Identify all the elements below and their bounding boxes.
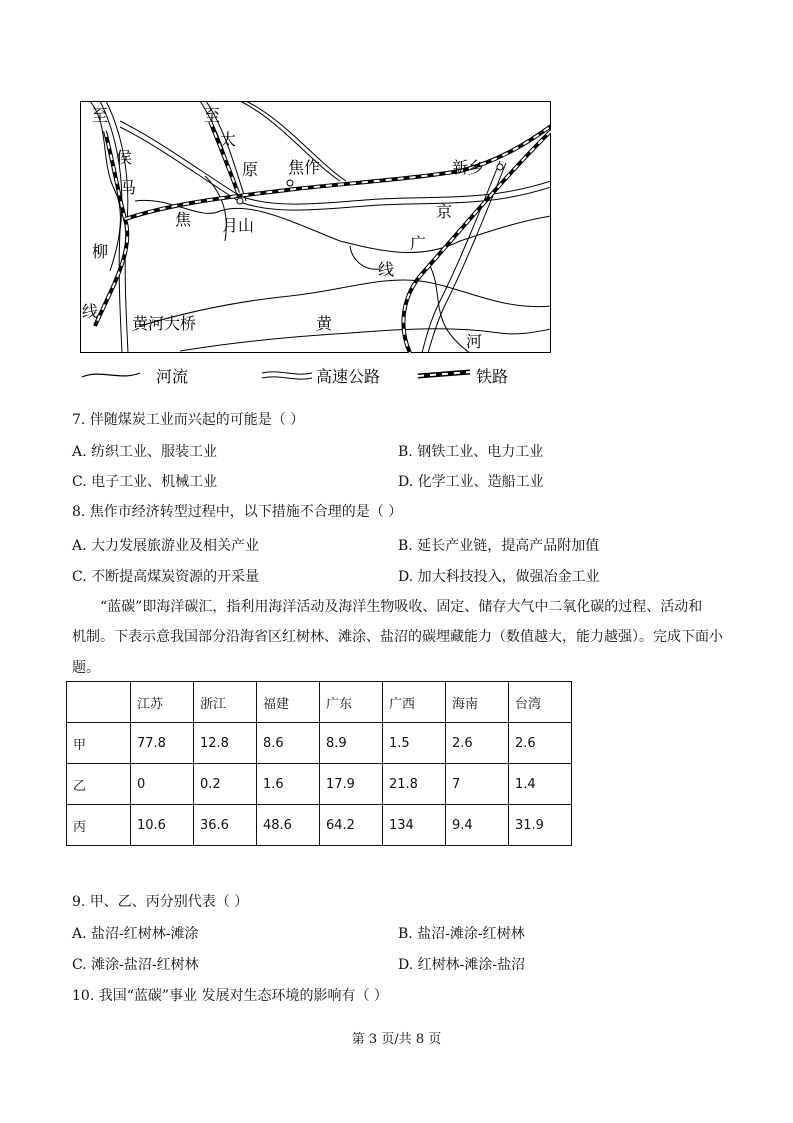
map-label: 京 [436,202,453,221]
map-label: 黄 [316,314,333,333]
q7-option-a[interactable]: A. 纺织工业、服装工业 [72,444,218,460]
map-label: 河 [466,332,483,351]
jiaozuo-map [80,101,551,353]
map-label: 线 [82,302,99,321]
city-dot-jiaozuo [287,180,293,186]
map-label: 黄河大桥 [132,314,197,333]
passage-line-1: “蓝碳”即海洋碳汇，指利用海洋活动及海洋生物吸收、固定、储存大气中二氧化碳的过程、活动和 [100,599,703,615]
q8-option-b[interactable]: B. 延长产业链，提高产品附加值 [398,538,600,554]
table-cell: 36.6 [194,805,257,846]
table-cell: 0.2 [194,764,257,805]
table-row-label: 丙 [67,805,131,846]
table-header-cell: 江苏 [131,682,194,723]
table-cell: 17.9 [320,764,383,805]
table-header-cell: 福建 [257,682,320,723]
table-cell: 1.6 [257,764,320,805]
map-label: 广 [410,234,427,253]
carbon-burial-table [66,681,572,846]
legend-highway: 高速公路 [316,367,381,386]
table-cell: 134 [383,805,446,846]
map-label: 柳 [92,242,109,261]
table-header-cell: 浙江 [194,682,257,723]
question-8-stem: 8. 焦作市经济转型过程中，以下措施不合理的是（ ） [72,504,403,520]
table-row-label: 甲 [67,723,131,764]
q7-option-d[interactable]: D. 化学工业、造船工业 [398,474,544,490]
table-cell [67,682,131,723]
q8-option-d[interactable]: D. 加大科技投入，做强冶金工业 [398,569,600,585]
table-cell: 48.6 [257,805,320,846]
table-cell: 8.9 [320,723,383,764]
table-header-cell: 广东 [320,682,383,723]
highway-symbol [262,372,312,374]
q8-option-a[interactable]: A. 大力发展旅游业及相关产业 [72,538,260,554]
table-cell: 31.9 [509,805,572,846]
city-dot-xinxiang [497,164,503,170]
q7-option-c[interactable]: C. 电子工业、机械工业 [72,474,218,490]
map-label: 焦 [175,210,192,229]
map-label: 线 [378,260,395,279]
table-cell: 10.6 [131,805,194,846]
q9-option-b[interactable]: B. 盐沼-滩涂-红树林 [398,926,525,942]
map-label: 太 [220,130,237,149]
page-footer: 第 3 页/共 8 页 [351,1032,442,1047]
table-cell: 12.8 [194,723,257,764]
table-header-cell: 广西 [383,682,446,723]
table-cell: 9.4 [446,805,509,846]
table-header-cell: 台湾 [509,682,572,723]
table-cell: 1.5 [383,723,446,764]
river-symbol [82,373,140,377]
table-row [67,723,572,764]
map-label: 原 [242,160,259,179]
question-9-stem: 9. 甲、乙、丙分别代表（ ） [72,894,249,910]
map-label: 至 [92,106,109,125]
q9-option-c[interactable]: C. 滩涂-盐沼-红树林 [72,957,199,973]
table-header-row [67,682,572,723]
map-label: 新乡 [452,158,485,177]
map-label: 月山 [222,216,255,235]
passage-line-3: 题。 [72,660,100,676]
table-cell: 1.4 [509,764,572,805]
table-cell: 8.6 [257,723,320,764]
legend-railway: 铁路 [476,367,509,386]
passage-line-2: 机制。下表示意我国部分沿海省区红树林、滩涂、盐沼的碳埋藏能力（数值越大，能力越强）。完成下面小 [72,629,723,645]
map-label: 焦作 [288,158,321,177]
table-cell: 21.8 [383,764,446,805]
table-cell: 2.6 [446,723,509,764]
table-cell: 7 [446,764,509,805]
table-cell: 64.2 [320,805,383,846]
legend-river: 河流 [156,367,189,386]
map-label: 至 [204,106,221,125]
table-cell: 77.8 [131,723,194,764]
table-cell: 2.6 [509,723,572,764]
question-7-stem: 7. 伴随煤炭工业而兴起的可能是（ ） [72,412,305,428]
q9-option-a[interactable]: A. 盐沼-红树林-滩涂 [72,926,199,942]
map-label: 马 [120,178,137,197]
q9-option-d[interactable]: D. 红树林-滩涂-盐沼 [398,957,526,973]
q8-option-c[interactable]: C. 不断提高煤炭资源的开采量 [72,569,260,585]
table-row [67,764,572,805]
city-dot-yueshan [237,198,243,204]
map-label: 侯 [116,148,133,167]
map-legend [80,363,540,389]
table-cell: 0 [131,764,194,805]
q7-option-b[interactable]: B. 钢铁工业、电力工业 [398,444,544,460]
table-header-cell: 海南 [446,682,509,723]
table-row [67,805,572,846]
table-row-label: 乙 [67,764,131,805]
question-10-stem: 10. 我国“蓝碳”事业 发展对生态环境的影响有（ ） [72,988,388,1004]
